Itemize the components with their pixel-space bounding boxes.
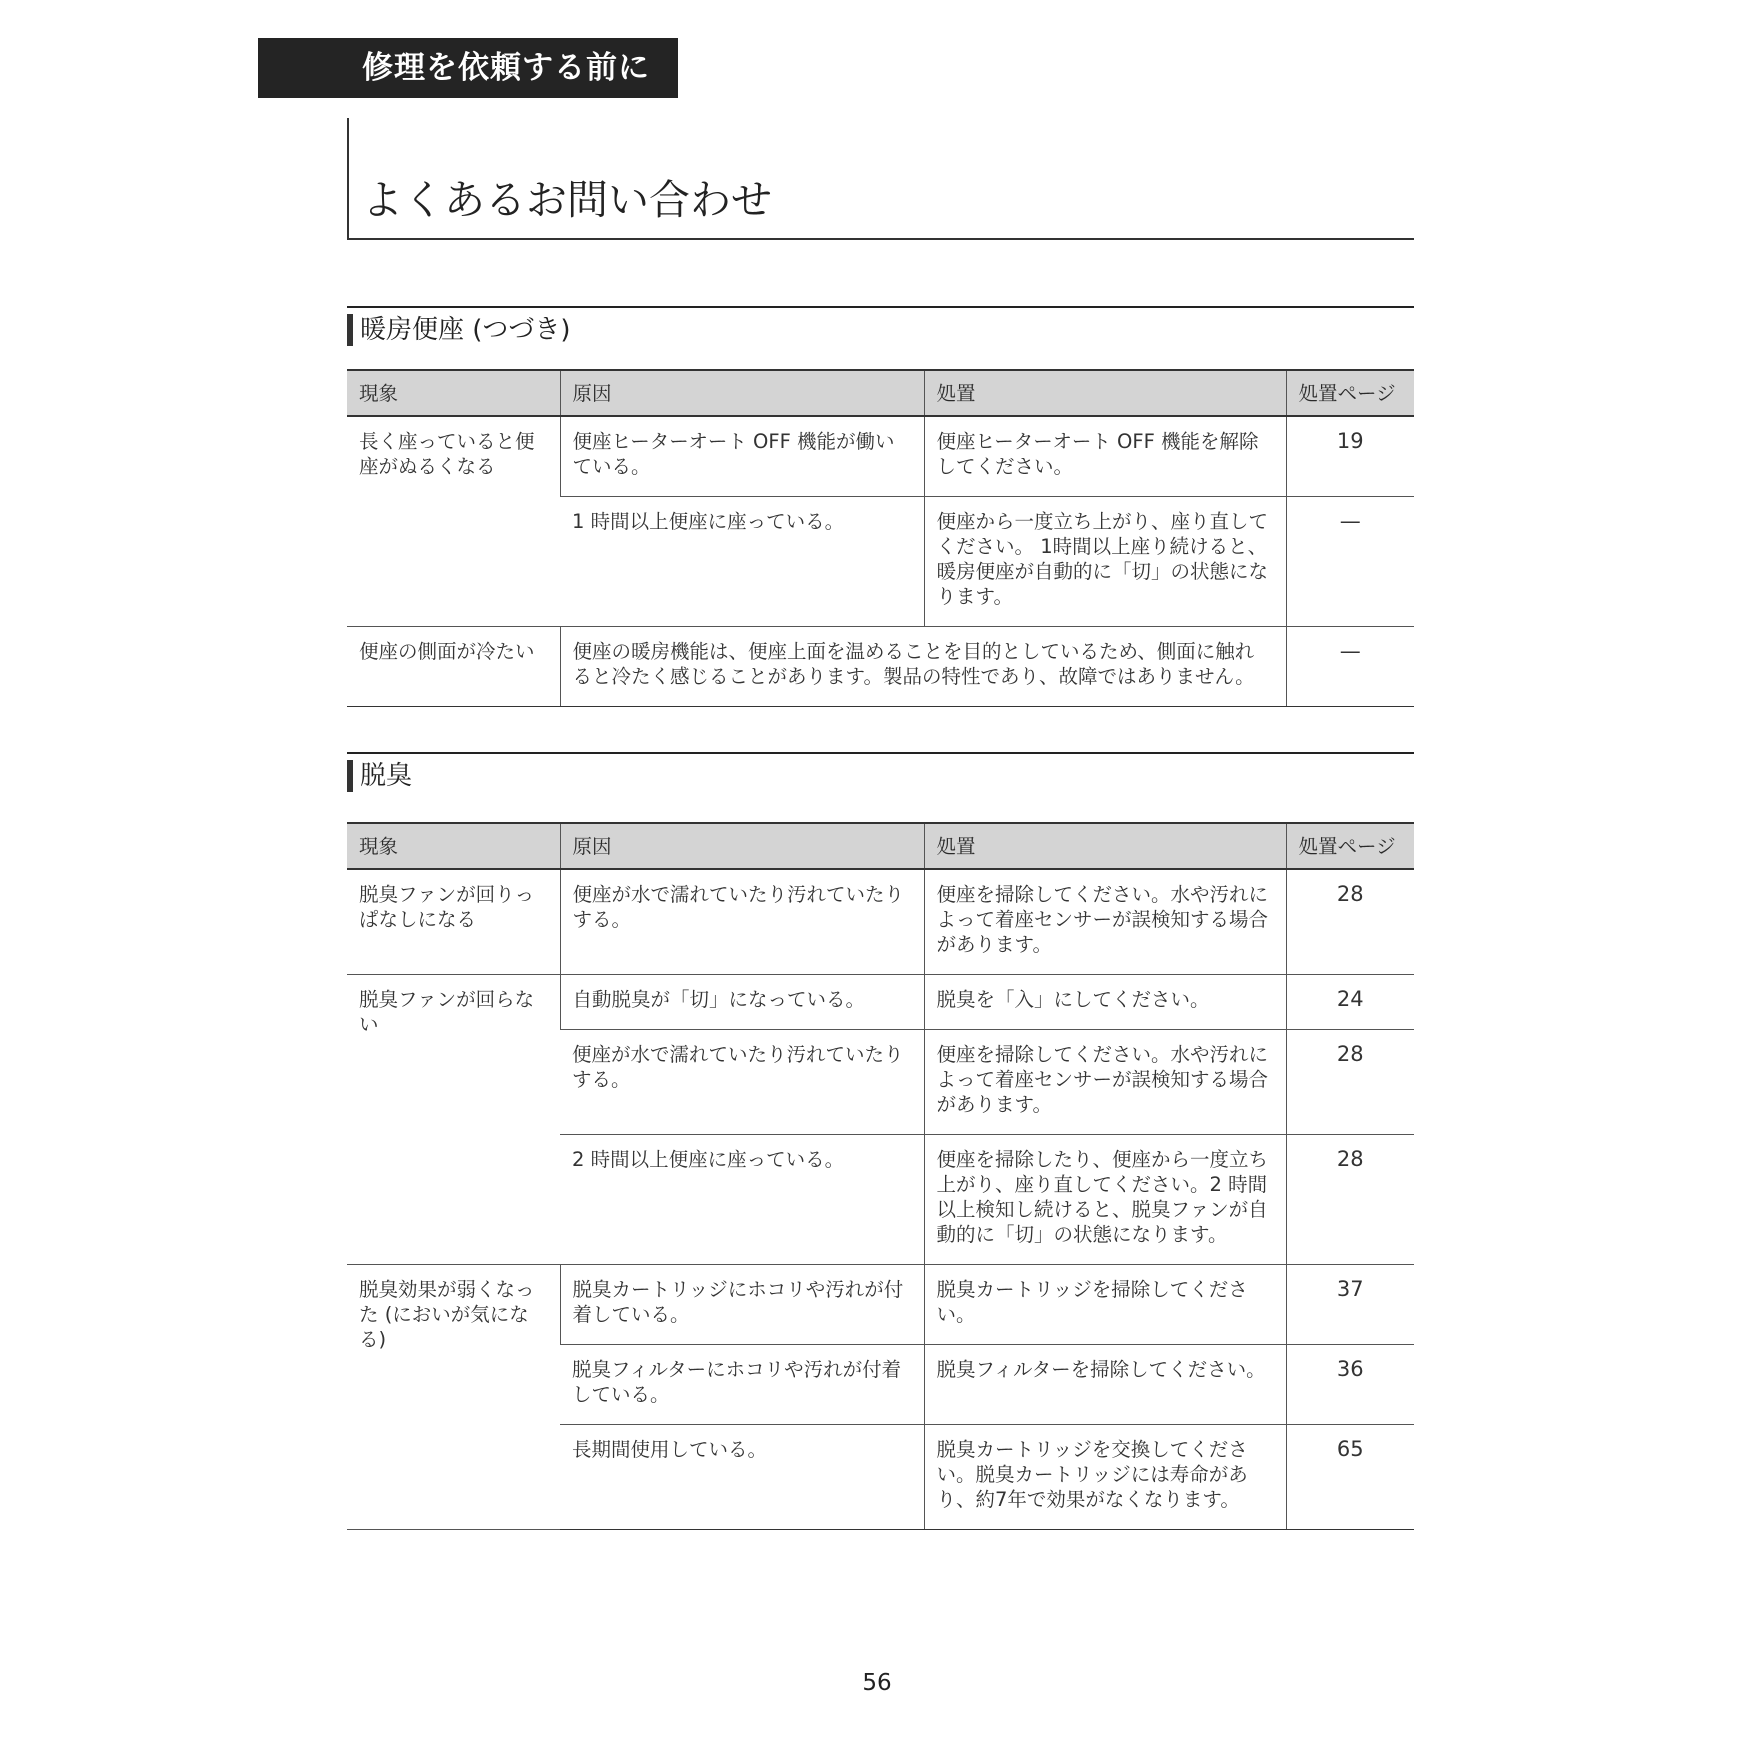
action-page-cell: — (1286, 496, 1414, 626)
column-header-action: 処置 (924, 823, 1286, 869)
faq-table-heated-seat (347, 369, 1414, 707)
action-cell: 便座から一度立ち上がり、座り直してください。 1時間以上座り続けると、暖房便座が自動的に「切」の状態になります。 (924, 496, 1286, 626)
action-cell: 便座ヒーターオート OFF 機能を解除してください。 (924, 416, 1286, 496)
section-marker-deodorizer (347, 760, 353, 792)
column-header-action-page: 処置ページ (1286, 370, 1414, 416)
table-row (347, 974, 1414, 1029)
action-page-cell: 28 (1286, 1134, 1414, 1264)
cause-cell: 便座が水で濡れていたり汚れていたりする。 (560, 869, 924, 974)
symptom-cell: 脱臭ファンが回りっぱなしになる (347, 869, 560, 974)
table-header-row (347, 823, 1414, 869)
cause-cell: 長期間使用している。 (560, 1424, 924, 1529)
symptom-cell: 長く座っていると便座がぬるくなる (347, 416, 560, 626)
table-row (347, 626, 1414, 706)
cause-cell: 便座ヒーターオート OFF 機能が働いている。 (560, 416, 924, 496)
section-title-heated-seat: 暖房便座 (つづき) (360, 315, 571, 345)
column-header-symptom: 現象 (347, 370, 560, 416)
column-header-cause: 原因 (560, 823, 924, 869)
page-title: よくあるお問い合わせ (362, 176, 772, 224)
title-vertical-rule (347, 118, 349, 240)
section-marker-heated-seat (347, 314, 353, 346)
table-row (347, 416, 1414, 496)
symptom-cell: 脱臭ファンが回らない (347, 974, 560, 1264)
column-header-action: 処置 (924, 370, 1286, 416)
action-page-cell: 28 (1286, 869, 1414, 974)
chapter-tab: 修理を依頼する前に (258, 38, 678, 98)
cause-cell: 脱臭カートリッジにホコリや汚れが付着している。 (560, 1264, 924, 1344)
action-page-cell: 36 (1286, 1344, 1414, 1424)
cause-cell: 自動脱臭が「切」になっている。 (560, 974, 924, 1029)
cause-cell: 2 時間以上便座に座っている。 (560, 1134, 924, 1264)
section-title-deodorizer: 脱臭 (360, 761, 413, 791)
section-rule-deodorizer (347, 752, 1414, 754)
action-page-cell: 28 (1286, 1029, 1414, 1134)
title-horizontal-rule (347, 238, 1414, 240)
table-row (347, 869, 1414, 974)
action-page-cell: 24 (1286, 974, 1414, 1029)
table-row (347, 1264, 1414, 1344)
action-page-cell: 65 (1286, 1424, 1414, 1529)
cause-cell: 便座が水で濡れていたり汚れていたりする。 (560, 1029, 924, 1134)
page-number: 56 (862, 1670, 892, 1696)
action-cell: 便座を掃除してください。水や汚れによって着座センサーが誤検知する場合があります。 (924, 869, 1286, 974)
action-cell: 脱臭カートリッジを掃除してください。 (924, 1264, 1286, 1344)
table-header-row (347, 370, 1414, 416)
action-page-cell: 37 (1286, 1264, 1414, 1344)
column-header-cause: 原因 (560, 370, 924, 416)
symptom-cell: 便座の側面が冷たい (347, 626, 560, 706)
action-cell: 脱臭を「入」にしてください。 (924, 974, 1286, 1029)
action-page-cell: 19 (1286, 416, 1414, 496)
cause-cell: 1 時間以上便座に座っている。 (560, 496, 924, 626)
cause-action-cell: 便座の暖房機能は、便座上面を温めることを目的としているため、側面に触れると冷たく感じることがあります。製品の特性であり、故障ではありません。 (560, 626, 1286, 706)
faq-table-deodorizer (347, 822, 1414, 1530)
column-header-symptom: 現象 (347, 823, 560, 869)
symptom-cell: 脱臭効果が弱くなった (においが気になる) (347, 1264, 560, 1529)
action-cell: 脱臭カートリッジを交換してください。脱臭カートリッジには寿命があり、約7年で効果がなくなります。 (924, 1424, 1286, 1529)
action-cell: 脱臭フィルターを掃除してください。 (924, 1344, 1286, 1424)
column-header-action-page: 処置ページ (1286, 823, 1414, 869)
section-rule-heated-seat (347, 306, 1414, 308)
cause-cell: 脱臭フィルターにホコリや汚れが付着している。 (560, 1344, 924, 1424)
action-cell: 便座を掃除したり、便座から一度立ち上がり、座り直してください。2 時間以上検知し続けると、脱臭ファンが自動的に「切」の状態になります。 (924, 1134, 1286, 1264)
action-cell: 便座を掃除してください。水や汚れによって着座センサーが誤検知する場合があります。 (924, 1029, 1286, 1134)
action-page-cell: — (1286, 626, 1414, 706)
